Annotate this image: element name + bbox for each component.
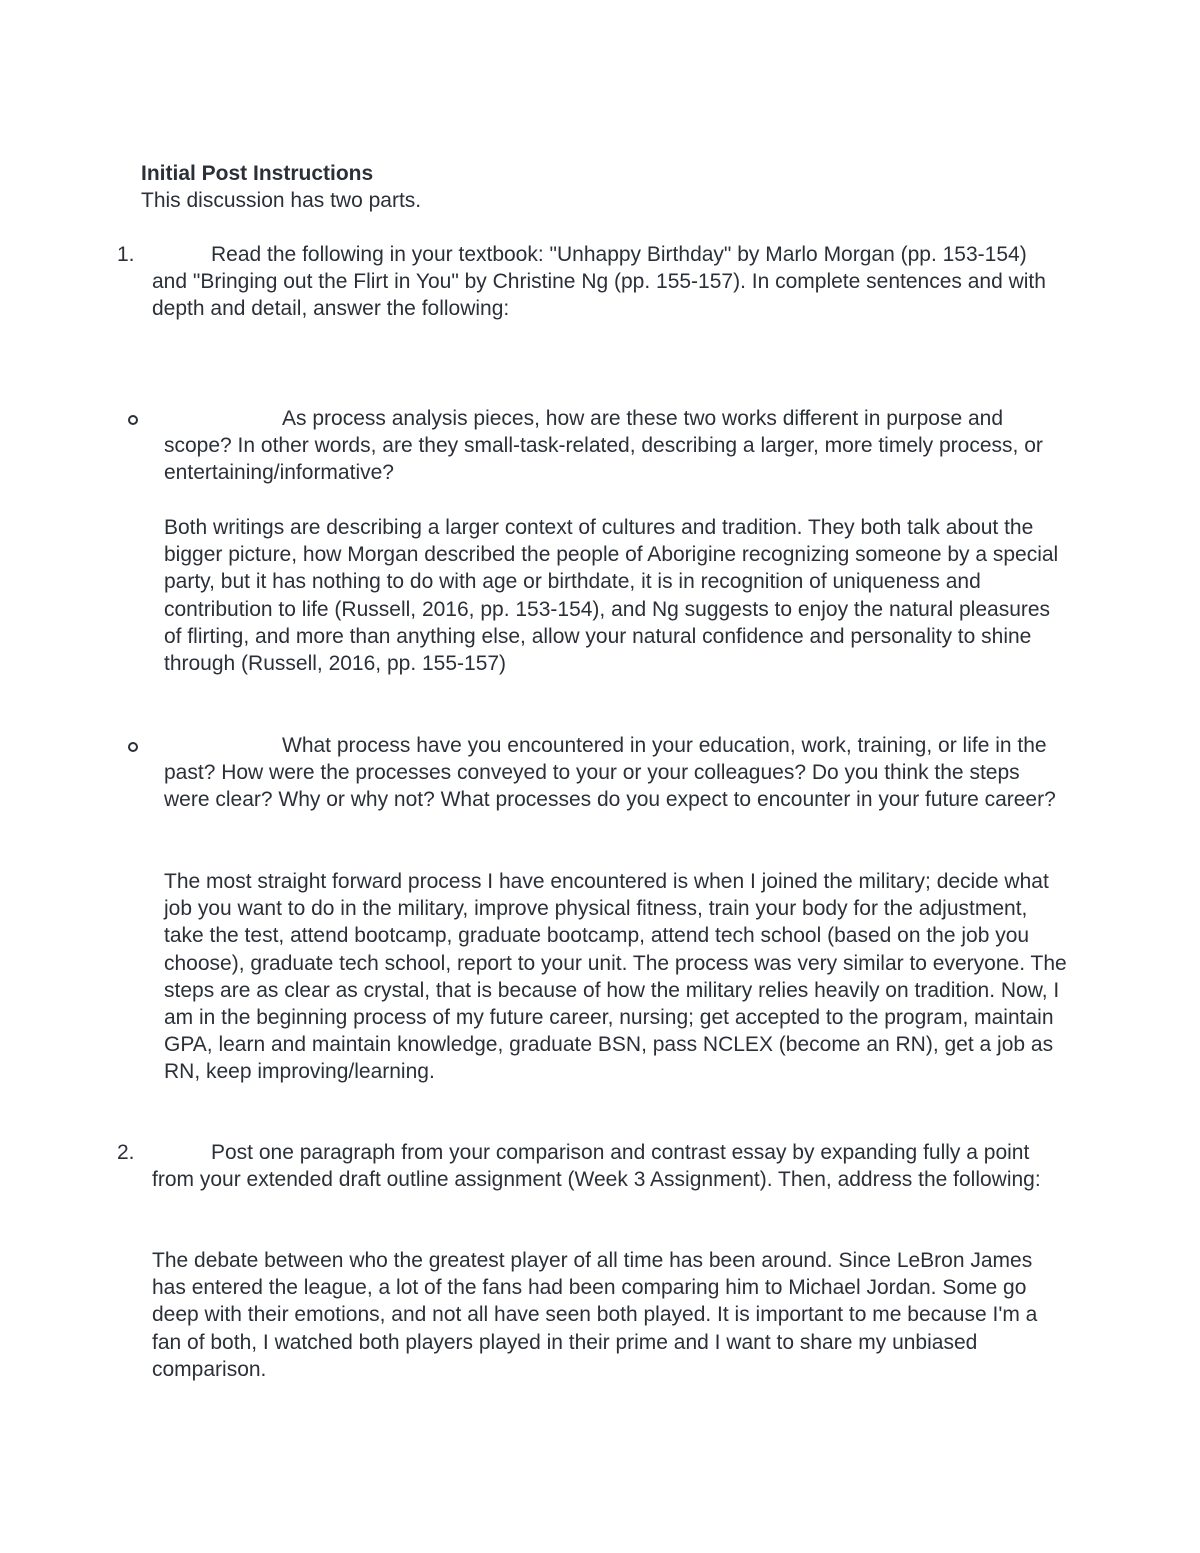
- bullet-2-icon: [128, 742, 138, 752]
- item-2-number: 2.: [117, 1141, 135, 1164]
- bullet-1-icon: [128, 415, 138, 425]
- item-1-text: Read the following in your textbook: "Unhappy Birthday" by Marlo Morgan (pp. 153-154) and "Bringing out the Flirt in You" by Christine Ng (pp. 155-157). In complete sentences and with depth and detail, answer the following:: [152, 243, 1046, 321]
- sub-item-1-answer: Both writings are describing a larger context of cultures and tradition. They both talk about the bigger picture, how Morgan described the people of Aborigine recognizing someone by a special party, but it has nothing to do with age or birthdate, it is in recognition of uniqueness and contribution to life (Russell, 2016, pp. 153-154), and Ng suggests to enjoy the natural pleasures of flirting, and more than anything else, allow your natural confidence and personality to shine through (Russell, 2016, pp. 155-157): [164, 516, 1059, 676]
- item-2-text: Post one paragraph from your comparison and contrast essay by expanding fully a point from your extended draft outline assignment (Week 3 Assignment). Then, address the following:: [152, 1141, 1041, 1192]
- document-title: Initial Post Instructions: [141, 162, 374, 185]
- item-1-number: 1.: [117, 243, 135, 266]
- intro-text: This discussion has two parts.: [141, 189, 422, 212]
- sub-item-2-question: What process have you encountered in your education, work, training, or life in the past? How were the processes conveyed to your or your colleagues? Do you think the steps were clear? Why or why not? What processes do you expect to encounter in your future career?: [164, 734, 1056, 812]
- sub-item-2-answer: The most straight forward process I have encountered is when I joined the military; decide what job you want to do in the military, improve physical fitness, train your body for the adjustment, take the test, attend bootcamp, graduate bootcamp, attend tech school (based on the job you choose), graduate tech school, report to your unit. The process was very similar to everyone. The steps are as clear as crystal, that is because of how the military relies heavily on tradition. Now, I am in the beginning process of my future career, nursing; get accepted to the program, maintain GPA, learn and maintain knowledge, graduate BSN, pass NCLEX (become an RN), get a job as RN, keep improving/learning.: [164, 870, 1067, 1084]
- sub-item-1-question: As process analysis pieces, how are these two works different in purpose and scope? In other words, are they small-task-related, describing a larger, more timely process, or entertaining/informative?: [164, 407, 1043, 485]
- item-2-answer: The debate between who the greatest player of all time has been around. Since LeBron James has entered the league, a lot of the fans had been comparing him to Michael Jordan. Some go deep with their emotions, and not all have seen both played. It is important to me because I'm a fan of both, I watched both players played in their prime and I want to share my unbiased comparison.: [152, 1249, 1038, 1381]
